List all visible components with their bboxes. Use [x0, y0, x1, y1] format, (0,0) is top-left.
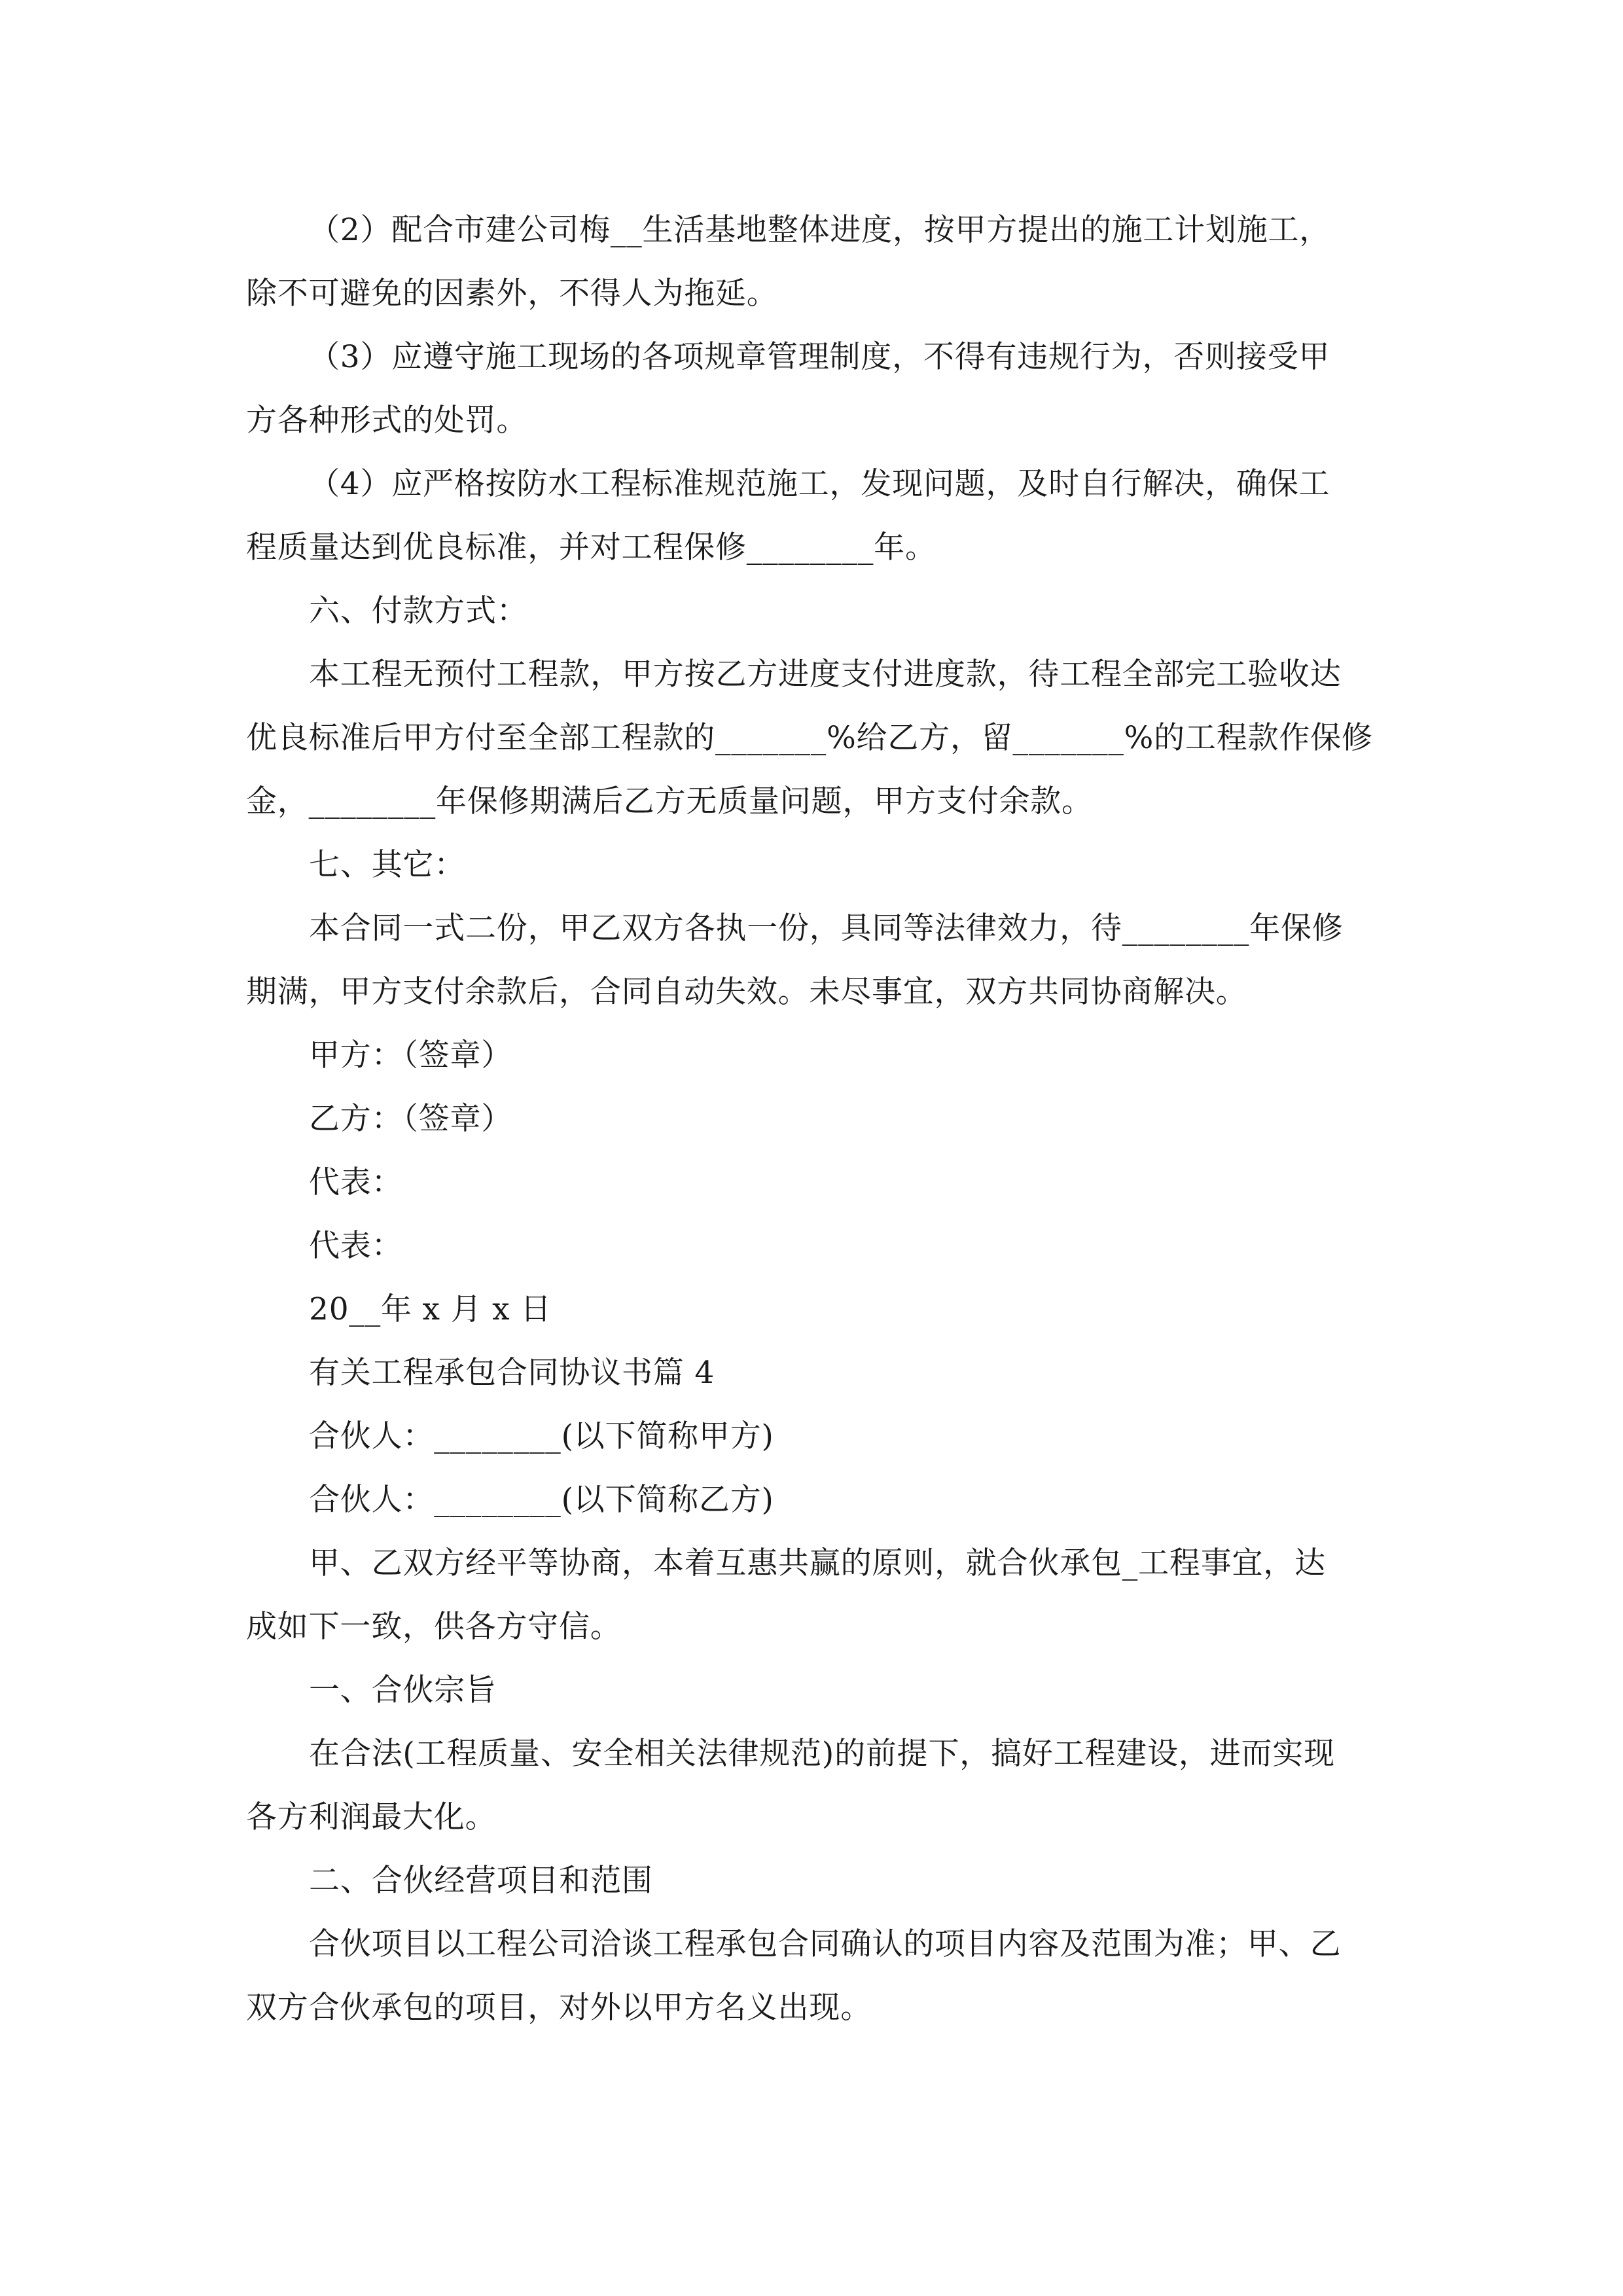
section-1-heading: 一、合伙宗旨 [309, 1672, 497, 1708]
party-a-signature: 甲方：（签章） [309, 1037, 513, 1073]
section-6-heading: 六、付款方式： [309, 593, 528, 629]
payment-line-3: 金，________年保修期满后乙方无质量问题，甲方支付余款。 [246, 783, 1093, 819]
section-2-heading: 二、合伙经营项目和范围 [309, 1863, 653, 1899]
scope-line-1: 合伙项目以工程公司洽谈工程承包合同确认的项目内容及范围为准；甲、乙 [309, 1926, 1342, 1962]
article-4-title: 有关工程承包合同协议书篇 4 [309, 1355, 715, 1391]
payment-line-2: 优良标准后甲方付至全部工程款的_______%给乙方，留_______%的工程款作保修 [246, 720, 1373, 756]
other-line-1: 本合同一式二份，甲乙双方各执一份，具同等法律效力，待________年保修 [309, 910, 1344, 946]
party-b-signature: 乙方：（签章） [309, 1101, 513, 1137]
partner-b-line: 合伙人：________(以下简称乙方) [309, 1482, 774, 1518]
intro-line-2: 成如下一致，供各方守信。 [246, 1609, 622, 1645]
section-7-heading: 七、其它： [309, 847, 465, 883]
payment-line-1: 本工程无预付工程款，甲方按乙方进度支付进度款，待工程全部完工验收达 [309, 656, 1342, 692]
other-line-2: 期满，甲方支付余款后，合同自动失效。未尽事宜，双方共同协商解决。 [246, 974, 1247, 1010]
clause-2-line-1: （2）配合市建公司梅__生活基地整体进度，按甲方提出的施工计划施工， [309, 212, 1331, 248]
clause-2-line-2: 除不可避免的因素外，不得人为拖延。 [246, 276, 778, 312]
clause-3-line-1: （3）应遵守施工现场的各项规章管理制度，不得有违规行为，否则接受甲 [309, 339, 1330, 375]
date-line: 20__年 x 月 x 日 [309, 1291, 552, 1327]
partner-a-line: 合伙人：________(以下简称甲方) [309, 1418, 774, 1454]
clause-4-line-2: 程质量达到优良标准，并对工程保修________年。 [246, 529, 936, 565]
purpose-line-1: 在合法(工程质量、安全相关法律规范)的前提下，搞好工程建设，进而实现 [309, 1736, 1335, 1772]
representative-b: 代表： [309, 1228, 403, 1264]
purpose-line-2: 各方利润最大化。 [246, 1799, 497, 1835]
clause-3-line-2: 方各种形式的处罚。 [246, 403, 528, 439]
representative-a: 代表： [309, 1164, 403, 1200]
scope-line-2: 双方合伙承包的项目，对外以甲方名义出现。 [246, 1990, 872, 2026]
intro-line-1: 甲、乙双方经平等协商，本着互惠共赢的原则，就合伙承包_工程事宜，达 [309, 1545, 1326, 1581]
clause-4-line-1: （4）应严格按防水工程标准规范施工，发现问题，及时自行解决，确保工 [309, 466, 1330, 502]
